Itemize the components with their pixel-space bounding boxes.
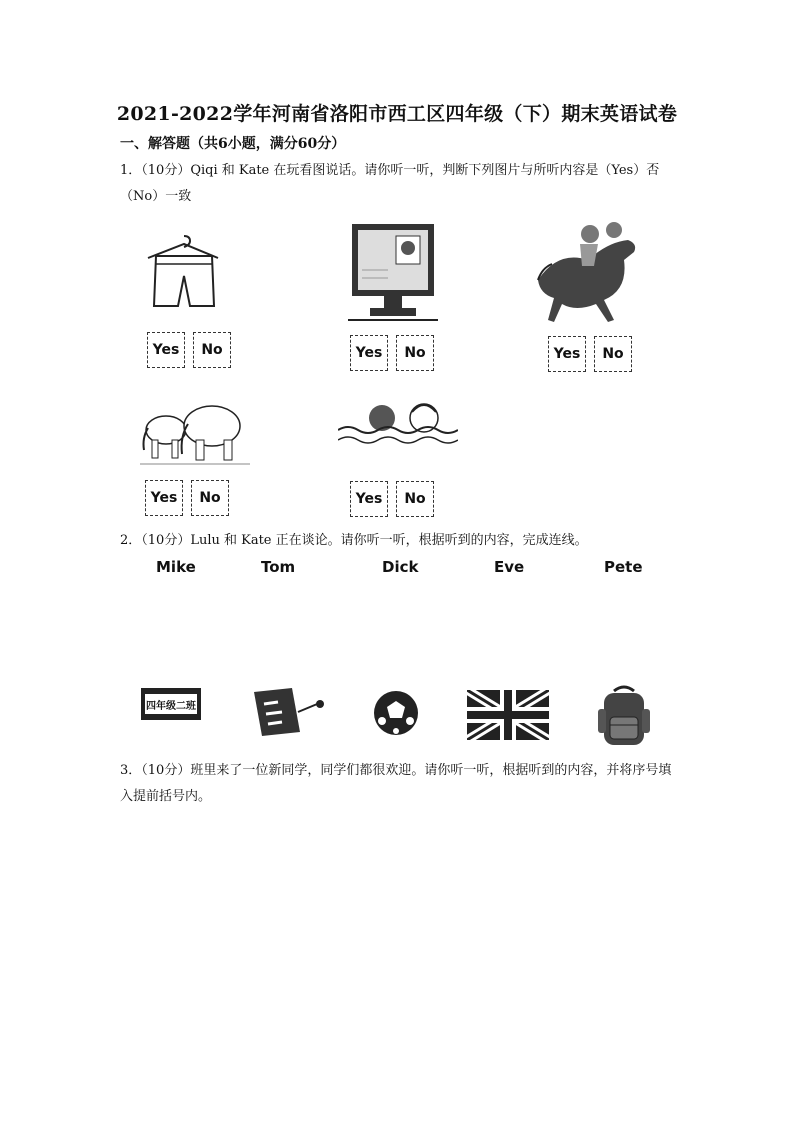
q1-item2-yes-box[interactable]: Yes (350, 335, 388, 371)
q1-item5-yes-box[interactable]: Yes (350, 481, 388, 517)
class-sign-text: 四年级二班 (146, 701, 196, 712)
elephants-icon (140, 400, 250, 466)
page-title: 2021-2022学年河南省洛阳市西工区四年级（下）期末英语试卷 (116, 103, 678, 125)
name-tom: Tom (261, 558, 296, 576)
q1-item5-no-box[interactable]: No (396, 481, 434, 517)
q1-item4-yes-box[interactable]: Yes (145, 480, 183, 516)
uk-flag-icon (467, 690, 549, 740)
name-mike: Mike (156, 558, 196, 576)
q1-item4-no-box[interactable]: No (191, 480, 229, 516)
q1-item3-yes-box[interactable]: Yes (548, 336, 586, 372)
section-heading: 一、解答题（共6小题，满分60分） (120, 136, 346, 152)
question-2-text: 2．（10分）Lulu 和 Kate 正在谈论。请你听一听，根据听到的内容，完成连线。 (120, 533, 588, 548)
book-icon (250, 686, 326, 738)
football-icon (372, 689, 420, 737)
q1-item1-no-box[interactable]: No (193, 332, 231, 368)
q1-item2-no-box[interactable]: No (396, 335, 434, 371)
q1-item3-no-box[interactable]: No (594, 336, 632, 372)
shorts-icon (140, 232, 220, 312)
backpack-icon (596, 685, 652, 747)
q1-item1-yes-box[interactable]: Yes (147, 332, 185, 368)
computer-icon (348, 220, 438, 324)
question-3-text: 3．（10分）班里来了一位新同学，同学们都很欢迎。请你听一听，根据听到的内容，并将序号填入提前括号内。 (120, 763, 672, 804)
question-1-text: 1．（10分）Qiqi 和 Kate 在玩看图说话。请你听一听，判断下列图片与所听内容是（Yes）否（No）一致 (120, 163, 660, 204)
horse-riding-icon (528, 220, 648, 324)
name-eve: Eve (494, 558, 525, 576)
class-sign-icon (140, 687, 202, 721)
name-dick: Dick (382, 558, 419, 576)
swimming-icon (338, 400, 458, 450)
name-pete: Pete (604, 558, 643, 576)
